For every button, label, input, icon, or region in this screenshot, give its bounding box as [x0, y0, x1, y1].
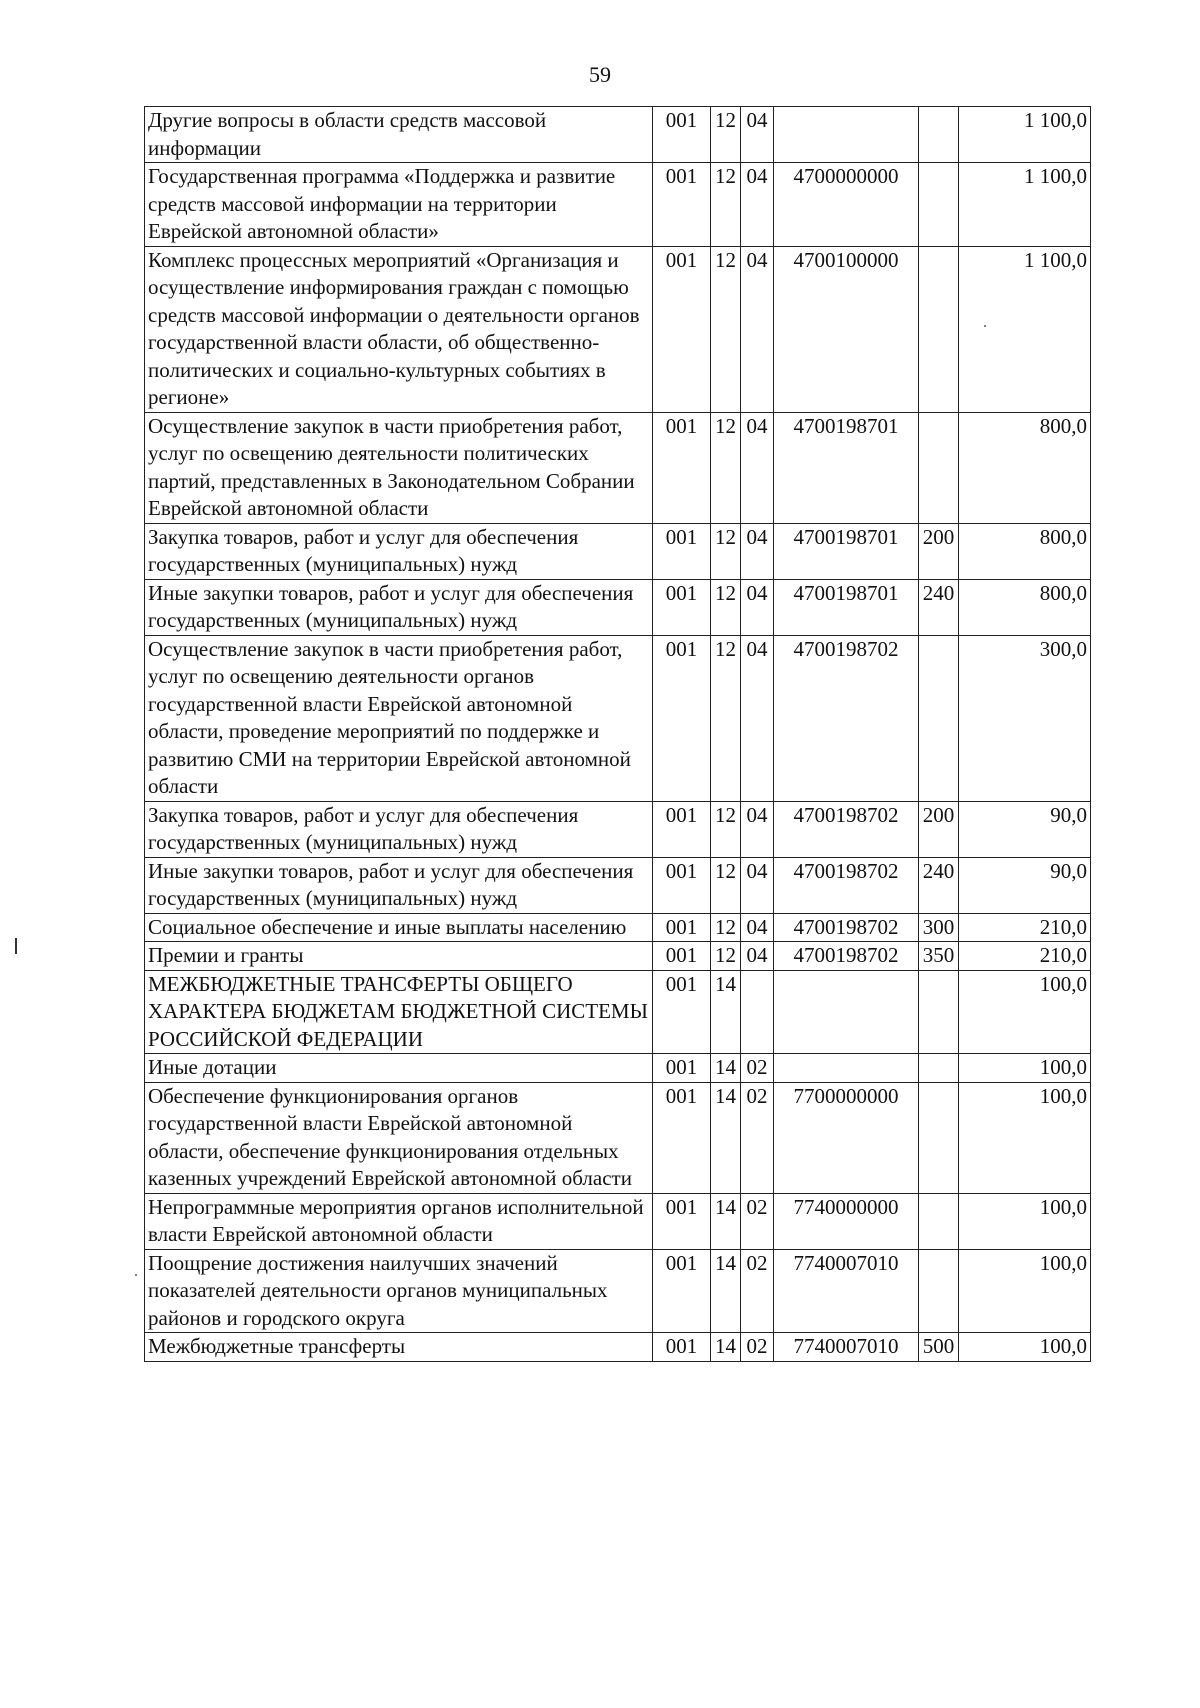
row-ved-code: 001: [653, 970, 711, 1054]
row-section-code: 12: [711, 107, 741, 163]
row-name: Иные закупки товаров, работ и услуг для обеспечения государственных (муниципальных) нужд: [145, 579, 653, 635]
row-name: Комплекс процессных мероприятий «Организация и осуществление информирования граждан с помощью средств массовой информации о деятельности органов государственной власти области, об общественно-политических и социально-культурных событиях в регионе»: [145, 246, 653, 412]
row-subsection-code: 04: [741, 942, 774, 971]
row-amount: 210,0: [959, 942, 1091, 971]
row-ved-code: 001: [653, 857, 711, 913]
row-target-article: 4700198701: [774, 412, 919, 523]
row-expense-type: 200: [919, 801, 959, 857]
row-section-code: 12: [711, 913, 741, 942]
row-name: Осуществление закупок в части приобретения работ, услуг по освещению деятельности органов государственной власти Еврейской автономной области, проведение мероприятий по поддержке и развитию СМИ на территории Еврейской автономной области: [145, 635, 653, 801]
row-subsection-code: 04: [741, 801, 774, 857]
row-ved-code: 001: [653, 107, 711, 163]
row-target-article: 4700198701: [774, 579, 919, 635]
row-section-code: 14: [711, 970, 741, 1054]
row-ved-code: 001: [653, 163, 711, 247]
row-amount: 100,0: [959, 970, 1091, 1054]
table-row: [145, 1333, 1091, 1362]
row-ved-code: 001: [653, 246, 711, 412]
row-expense-type: [919, 412, 959, 523]
row-target-article: 4700198702: [774, 635, 919, 801]
row-name: Поощрение достижения наилучших значений показателей деятельности органов муниципальных районов и городского округа: [145, 1249, 653, 1333]
table-row: [145, 857, 1091, 913]
row-subsection-code: 02: [741, 1054, 774, 1083]
row-name: Закупка товаров, работ и услуг для обеспечения государственных (муниципальных) нужд: [145, 801, 653, 857]
row-ved-code: 001: [653, 1054, 711, 1083]
scan-dot: [135, 1274, 137, 1276]
row-subsection-code: 02: [741, 1082, 774, 1193]
row-subsection-code: 04: [741, 857, 774, 913]
row-amount: 1 100,0: [959, 163, 1091, 247]
row-amount: 1 100,0: [959, 246, 1091, 412]
table-row: [145, 523, 1091, 579]
row-amount: 90,0: [959, 857, 1091, 913]
row-amount: 100,0: [959, 1333, 1091, 1362]
row-subsection-code: 04: [741, 246, 774, 412]
row-amount: 100,0: [959, 1193, 1091, 1249]
row-section-code: 14: [711, 1193, 741, 1249]
table-row: [145, 1054, 1091, 1083]
row-name: Иные закупки товаров, работ и услуг для обеспечения государственных (муниципальных) нужд: [145, 857, 653, 913]
table-row: [145, 1082, 1091, 1193]
table-row: [145, 579, 1091, 635]
row-target-article: 4700000000: [774, 163, 919, 247]
table-row: [145, 1249, 1091, 1333]
row-amount: 800,0: [959, 523, 1091, 579]
row-expense-type: 500: [919, 1333, 959, 1362]
table-row: [145, 942, 1091, 971]
row-name: Государственная программа «Поддержка и развитие средств массовой информации на территории Еврейской автономной области»: [145, 163, 653, 247]
row-name: Премии и гранты: [145, 942, 653, 971]
row-subsection-code: 04: [741, 412, 774, 523]
row-ved-code: 001: [653, 801, 711, 857]
table-row: [145, 107, 1091, 163]
row-subsection-code: 02: [741, 1333, 774, 1362]
row-subsection-code: 04: [741, 579, 774, 635]
budget-table-body: [145, 107, 1091, 1362]
row-amount: 100,0: [959, 1054, 1091, 1083]
row-target-article: 4700198702: [774, 857, 919, 913]
row-subsection-code: 02: [741, 1249, 774, 1333]
row-name: Осуществление закупок в части приобретения работ, услуг по освещению деятельности политических партий, представленных в Законодательном Собрании Еврейской автономной области: [145, 412, 653, 523]
row-expense-type: 300: [919, 913, 959, 942]
row-amount: 100,0: [959, 1082, 1091, 1193]
row-expense-type: [919, 1249, 959, 1333]
row-amount: 800,0: [959, 579, 1091, 635]
row-subsection-code: 04: [741, 635, 774, 801]
row-section-code: 14: [711, 1333, 741, 1362]
row-section-code: 12: [711, 635, 741, 801]
row-section-code: 12: [711, 163, 741, 247]
table-row: [145, 163, 1091, 247]
row-expense-type: 240: [919, 857, 959, 913]
row-target-article: 7700000000: [774, 1082, 919, 1193]
row-target-article: [774, 1054, 919, 1083]
row-subsection-code: 04: [741, 107, 774, 163]
page-number: 59: [589, 62, 611, 87]
table-row: [145, 412, 1091, 523]
budget-table: [144, 106, 1091, 1362]
row-name: Непрограммные мероприятия органов исполнительной власти Еврейской автономной области: [145, 1193, 653, 1249]
row-ved-code: 001: [653, 635, 711, 801]
row-target-article: 7740007010: [774, 1333, 919, 1362]
row-ved-code: 001: [653, 1333, 711, 1362]
row-section-code: 14: [711, 1054, 741, 1083]
scan-mark: [15, 938, 17, 954]
row-target-article: 4700198702: [774, 913, 919, 942]
row-amount: 1 100,0: [959, 107, 1091, 163]
row-section-code: 12: [711, 523, 741, 579]
row-amount: 210,0: [959, 913, 1091, 942]
row-name: Иные дотации: [145, 1054, 653, 1083]
row-amount: 90,0: [959, 801, 1091, 857]
row-target-article: 4700198702: [774, 942, 919, 971]
row-ved-code: 001: [653, 913, 711, 942]
table-row: [145, 913, 1091, 942]
row-ved-code: 001: [653, 1249, 711, 1333]
row-name: Другие вопросы в области средств массовой информации: [145, 107, 653, 163]
row-expense-type: [919, 1054, 959, 1083]
row-expense-type: [919, 163, 959, 247]
table-row: [145, 970, 1091, 1054]
row-target-article: 4700198701: [774, 523, 919, 579]
row-section-code: 12: [711, 579, 741, 635]
row-ved-code: 001: [653, 942, 711, 971]
row-target-article: 4700198702: [774, 801, 919, 857]
row-expense-type: [919, 107, 959, 163]
row-amount: 100,0: [959, 1249, 1091, 1333]
row-amount: 300,0: [959, 635, 1091, 801]
row-expense-type: [919, 1082, 959, 1193]
row-name: Обеспечение функционирования органов государственной власти Еврейской автономной области, обеспечение функционирования отдельных казенных учреждений Еврейской автономной области: [145, 1082, 653, 1193]
row-expense-type: [919, 1193, 959, 1249]
row-expense-type: 200: [919, 523, 959, 579]
table-row: [145, 1193, 1091, 1249]
row-section-code: 12: [711, 246, 741, 412]
row-subsection-code: 04: [741, 523, 774, 579]
table-row: [145, 635, 1091, 801]
row-name: Социальное обеспечение и иные выплаты населению: [145, 913, 653, 942]
row-ved-code: 001: [653, 579, 711, 635]
row-target-article: 7740000000: [774, 1193, 919, 1249]
row-expense-type: [919, 246, 959, 412]
row-amount: 800,0: [959, 412, 1091, 523]
row-target-article: 7740007010: [774, 1249, 919, 1333]
row-ved-code: 001: [653, 523, 711, 579]
row-section-code: 12: [711, 412, 741, 523]
row-expense-type: 240: [919, 579, 959, 635]
row-expense-type: [919, 635, 959, 801]
row-section-code: 12: [711, 942, 741, 971]
row-target-article: 4700100000: [774, 246, 919, 412]
row-subsection-code: 04: [741, 163, 774, 247]
row-name: Закупка товаров, работ и услуг для обеспечения государственных (муниципальных) нужд: [145, 523, 653, 579]
row-subsection-code: 02: [741, 1193, 774, 1249]
row-section-code: 12: [711, 857, 741, 913]
row-subsection-code: 04: [741, 913, 774, 942]
scan-dot: [984, 325, 986, 327]
row-name: Межбюджетные трансферты: [145, 1333, 653, 1362]
row-ved-code: 001: [653, 1082, 711, 1193]
row-ved-code: 001: [653, 412, 711, 523]
row-section-code: 14: [711, 1082, 741, 1193]
row-subsection-code: [741, 970, 774, 1054]
row-expense-type: 350: [919, 942, 959, 971]
row-name: МЕЖБЮДЖЕТНЫЕ ТРАНСФЕРТЫ ОБЩЕГО ХАРАКТЕРА БЮДЖЕТАМ БЮДЖЕТНОЙ СИСТЕМЫ РОССИЙСКОЙ ФЕДЕРАЦИИ: [145, 970, 653, 1054]
row-ved-code: 001: [653, 1193, 711, 1249]
row-target-article: [774, 107, 919, 163]
table-row: [145, 801, 1091, 857]
table-row: [145, 246, 1091, 412]
row-section-code: 12: [711, 801, 741, 857]
row-section-code: 14: [711, 1249, 741, 1333]
row-target-article: [774, 970, 919, 1054]
row-expense-type: [919, 970, 959, 1054]
